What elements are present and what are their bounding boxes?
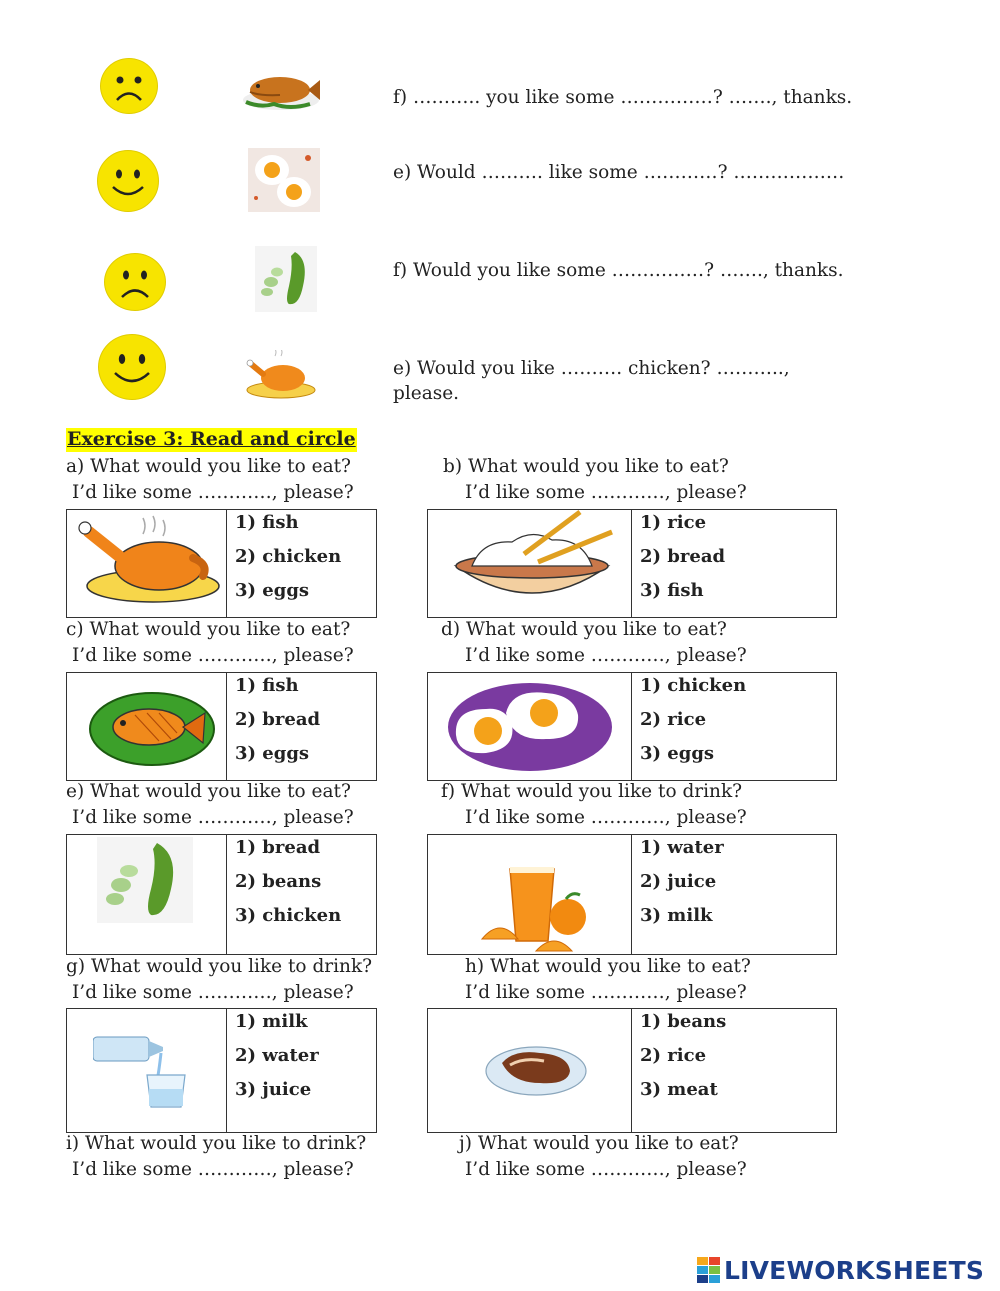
option-f-1[interactable]: 1) water	[640, 837, 724, 858]
exercise2-row-2-text: e) Would ………. like some …………? ………………	[393, 162, 845, 183]
option-d-3[interactable]: 3) eggs	[640, 743, 715, 764]
option-box-h	[427, 1008, 837, 1133]
question-h: h) What would you like to eat?	[465, 956, 751, 977]
fish-plate-icon	[87, 685, 217, 769]
happy-face-icon	[98, 334, 166, 400]
question-a: a) What would you like to eat?	[66, 456, 351, 477]
option-c-1[interactable]: 1) fish	[235, 675, 299, 696]
option-box-g	[66, 1008, 377, 1133]
answer-c: I’d like some …………, please?	[72, 645, 354, 666]
rice-bowl-icon	[442, 510, 622, 610]
beans-icon	[255, 246, 317, 312]
option-box-b	[427, 509, 837, 618]
option-a-1[interactable]: 1) fish	[235, 512, 299, 533]
answer-e: I’d like some …………, please?	[72, 807, 354, 828]
exercise2-row-3-text: f) Would you like some ……………? ……., thanks.	[393, 260, 844, 281]
option-b-2[interactable]: 2) bread	[640, 546, 726, 567]
option-d-1[interactable]: 1) chicken	[640, 675, 747, 696]
option-e-3[interactable]: 3) chicken	[235, 905, 342, 926]
answer-b: I’d like some …………, please?	[465, 482, 747, 503]
option-h-3[interactable]: 3) meat	[640, 1079, 718, 1100]
option-h-1[interactable]: 1) beans	[640, 1011, 727, 1032]
roast-chicken-icon	[245, 350, 317, 400]
sad-face-icon	[104, 253, 166, 311]
option-f-2[interactable]: 2) juice	[640, 871, 717, 892]
orange-juice-icon	[480, 865, 590, 955]
question-i: i) What would you like to drink?	[66, 1133, 367, 1154]
fried-fish-icon	[240, 62, 322, 114]
answer-f: I’d like some …………, please?	[465, 807, 747, 828]
beans-icon	[97, 837, 193, 923]
option-box-f	[427, 834, 837, 955]
option-b-3[interactable]: 3) fish	[640, 580, 704, 601]
roast-chicken-icon	[73, 512, 223, 606]
option-c-2[interactable]: 2) bread	[235, 709, 321, 730]
boiled-eggs-icon	[248, 148, 320, 212]
exercise2-row-1-text: f) ……….. you like some ……………? ……., thanks.	[393, 87, 853, 108]
question-g: g) What would you like to drink?	[66, 956, 373, 977]
meat-plate-icon	[484, 1041, 588, 1097]
question-c: c) What would you like to eat?	[66, 619, 351, 640]
option-box-e	[66, 834, 377, 955]
answer-i: I’d like some …………, please?	[72, 1159, 354, 1180]
option-d-2[interactable]: 2) rice	[640, 709, 707, 730]
question-d: d) What would you like to eat?	[441, 619, 727, 640]
question-b: b) What would you like to eat?	[443, 456, 729, 477]
option-e-1[interactable]: 1) bread	[235, 837, 321, 858]
exercise-3-title: Exercise 3: Read and circle	[67, 428, 356, 450]
answer-a: I’d like some …………, please?	[72, 482, 354, 503]
question-j: j) What would you like to eat?	[459, 1133, 739, 1154]
answer-h: I’d like some …………, please?	[465, 982, 747, 1003]
question-f: f) What would you like to drink?	[441, 781, 743, 802]
water-glass-icon	[93, 1031, 197, 1109]
option-g-3[interactable]: 3) juice	[235, 1079, 312, 1100]
exercise2-row-4-continuation: please.	[393, 383, 460, 404]
option-a-3[interactable]: 3) eggs	[235, 580, 310, 601]
answer-j: I’d like some …………, please?	[465, 1159, 747, 1180]
option-box-a	[66, 509, 377, 618]
option-e-2[interactable]: 2) beans	[235, 871, 322, 892]
exercise2-row-4-text: e) Would you like ………. chicken? ………..,	[393, 358, 790, 379]
option-box-d	[427, 672, 837, 781]
option-g-1[interactable]: 1) milk	[235, 1011, 308, 1032]
option-g-2[interactable]: 2) water	[235, 1045, 319, 1066]
option-b-1[interactable]: 1) rice	[640, 512, 707, 533]
fried-eggs-icon	[446, 679, 614, 775]
logo-text: LIVEWORKSHEETS	[724, 1255, 985, 1285]
liveworksheets-logo-icon	[697, 1257, 721, 1283]
answer-g: I’d like some …………, please?	[72, 982, 354, 1003]
liveworksheets-logo[interactable]	[697, 1256, 984, 1284]
answer-d: I’d like some …………, please?	[465, 645, 747, 666]
happy-face-icon	[97, 150, 159, 212]
option-f-3[interactable]: 3) milk	[640, 905, 713, 926]
question-e: e) What would you like to eat?	[66, 781, 351, 802]
option-a-2[interactable]: 2) chicken	[235, 546, 342, 567]
option-c-3[interactable]: 3) eggs	[235, 743, 310, 764]
sad-face-icon	[100, 58, 158, 114]
option-h-2[interactable]: 2) rice	[640, 1045, 707, 1066]
option-box-c	[66, 672, 377, 781]
